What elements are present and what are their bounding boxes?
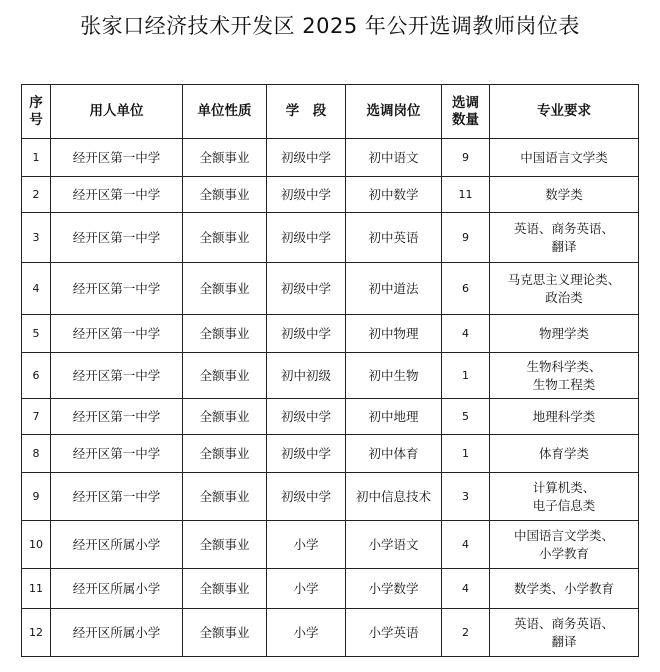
table-row (22, 609, 639, 657)
row-post: 小学英语 (346, 609, 442, 657)
row-nature: 全额事业 (183, 139, 267, 177)
table-row (22, 473, 639, 521)
row-stage: 初级中学 (267, 213, 346, 263)
major-line: 英语、商务英语、 (513, 615, 614, 631)
row-count: 1 (442, 353, 490, 399)
row-unit: 经开区所属小学 (51, 521, 183, 569)
row-nature: 全额事业 (183, 473, 267, 521)
row-post: 初中地理 (346, 399, 442, 435)
page-title: 张家口经济技术开发区 2025 年公开选调教师岗位表 (80, 14, 580, 38)
row-stage: 小学 (267, 521, 346, 569)
row-index: 2 (22, 177, 51, 213)
row-index: 6 (22, 353, 51, 399)
row-major (490, 177, 639, 213)
row-index: 1 (22, 139, 51, 177)
row-nature: 全额事业 (183, 315, 267, 353)
header-index: 序 号 (22, 85, 51, 139)
major-line: 电子信息类 (532, 497, 596, 513)
row-nature: 全额事业 (183, 177, 267, 213)
major-line: 体育学类 (538, 445, 589, 461)
row-post: 初中数学 (346, 177, 442, 213)
table-row (22, 177, 639, 213)
row-nature: 全额事业 (183, 263, 267, 315)
row-unit: 经开区第一中学 (51, 213, 183, 263)
row-stage: 小学 (267, 569, 346, 609)
table-row (22, 315, 639, 353)
row-stage: 小学 (267, 609, 346, 657)
major-line: 生物工程类 (532, 376, 596, 392)
row-stage: 初级中学 (267, 473, 346, 521)
row-unit: 经开区第一中学 (51, 399, 183, 435)
row-post: 初中物理 (346, 315, 442, 353)
row-stage: 初级中学 (267, 315, 346, 353)
row-count: 11 (442, 177, 490, 213)
table-row (22, 353, 639, 399)
row-unit: 经开区第一中学 (51, 315, 183, 353)
header-unit: 用人单位 (51, 85, 183, 139)
row-nature: 全额事业 (183, 569, 267, 609)
major-line: 数学类 (545, 186, 583, 202)
row-post: 初中道法 (346, 263, 442, 315)
table-row (22, 521, 639, 569)
positions-table (21, 84, 639, 657)
row-post: 初中信息技术 (346, 473, 442, 521)
row-major (490, 473, 639, 521)
row-major (490, 569, 639, 609)
table-row (22, 399, 639, 435)
table-row (22, 139, 639, 177)
row-count: 3 (442, 473, 490, 521)
row-major (490, 139, 639, 177)
row-unit: 经开区第一中学 (51, 473, 183, 521)
row-count: 9 (442, 139, 490, 177)
row-unit: 经开区第一中学 (51, 177, 183, 213)
row-nature: 全额事业 (183, 609, 267, 657)
table-row (22, 569, 639, 609)
header-nature: 单位性质 (183, 85, 267, 139)
table-row (22, 213, 639, 263)
major-line: 中国语言文学类 (520, 149, 608, 165)
row-post: 初中体育 (346, 435, 442, 473)
major-line: 地理科学类 (532, 408, 596, 424)
header-post: 选调岗位 (346, 85, 442, 139)
row-post: 初中英语 (346, 213, 442, 263)
major-line: 英语、商务英语、 (513, 220, 614, 236)
row-index: 11 (22, 569, 51, 609)
header-stage: 学 段 (267, 85, 346, 139)
row-unit: 经开区第一中学 (51, 353, 183, 399)
major-line: 翻译 (551, 633, 577, 649)
row-post: 小学语文 (346, 521, 442, 569)
row-major (490, 263, 639, 315)
row-post: 小学数学 (346, 569, 442, 609)
row-stage: 初级中学 (267, 263, 346, 315)
row-stage: 初级中学 (267, 177, 346, 213)
row-index: 7 (22, 399, 51, 435)
header-major: 专业要求 (490, 85, 639, 139)
major-line: 物理学类 (538, 325, 589, 341)
row-post: 初中语文 (346, 139, 442, 177)
table-row (22, 435, 639, 473)
row-index: 12 (22, 609, 51, 657)
row-unit: 经开区第一中学 (51, 435, 183, 473)
row-nature: 全额事业 (183, 213, 267, 263)
row-index: 3 (22, 213, 51, 263)
row-major (490, 399, 639, 435)
row-count: 2 (442, 609, 490, 657)
header-count: 选调 数量 (442, 85, 490, 139)
row-major (490, 213, 639, 263)
row-major (490, 609, 639, 657)
row-unit: 经开区第一中学 (51, 263, 183, 315)
row-unit: 经开区所属小学 (51, 609, 183, 657)
row-major (490, 315, 639, 353)
row-count: 9 (442, 213, 490, 263)
row-index: 10 (22, 521, 51, 569)
major-line: 数学类、小学教育 (513, 580, 614, 596)
row-unit: 经开区第一中学 (51, 139, 183, 177)
row-count: 4 (442, 315, 490, 353)
row-count: 4 (442, 521, 490, 569)
major-line: 计算机类、 (532, 479, 596, 495)
row-nature: 全额事业 (183, 399, 267, 435)
major-line: 小学教育 (538, 545, 589, 561)
row-nature: 全额事业 (183, 353, 267, 399)
row-post: 初中生物 (346, 353, 442, 399)
row-major (490, 353, 639, 399)
table-header-row (22, 85, 639, 139)
major-line: 翻译 (551, 238, 577, 254)
row-index: 9 (22, 473, 51, 521)
row-stage: 初中初级 (267, 353, 346, 399)
table-row (22, 263, 639, 315)
row-nature: 全额事业 (183, 435, 267, 473)
row-index: 5 (22, 315, 51, 353)
major-line: 政治类 (545, 289, 583, 305)
row-stage: 初级中学 (267, 399, 346, 435)
major-line: 马克思主义理论类、 (507, 271, 621, 287)
row-index: 4 (22, 263, 51, 315)
row-count: 6 (442, 263, 490, 315)
row-index: 8 (22, 435, 51, 473)
row-count: 4 (442, 569, 490, 609)
row-count: 5 (442, 399, 490, 435)
row-major (490, 435, 639, 473)
row-nature: 全额事业 (183, 521, 267, 569)
row-stage: 初级中学 (267, 435, 346, 473)
row-unit: 经开区所属小学 (51, 569, 183, 609)
row-count: 1 (442, 435, 490, 473)
row-stage: 初级中学 (267, 139, 346, 177)
major-line: 生物科学类、 (526, 358, 602, 374)
major-line: 中国语言文学类、 (513, 527, 614, 543)
row-major (490, 521, 639, 569)
